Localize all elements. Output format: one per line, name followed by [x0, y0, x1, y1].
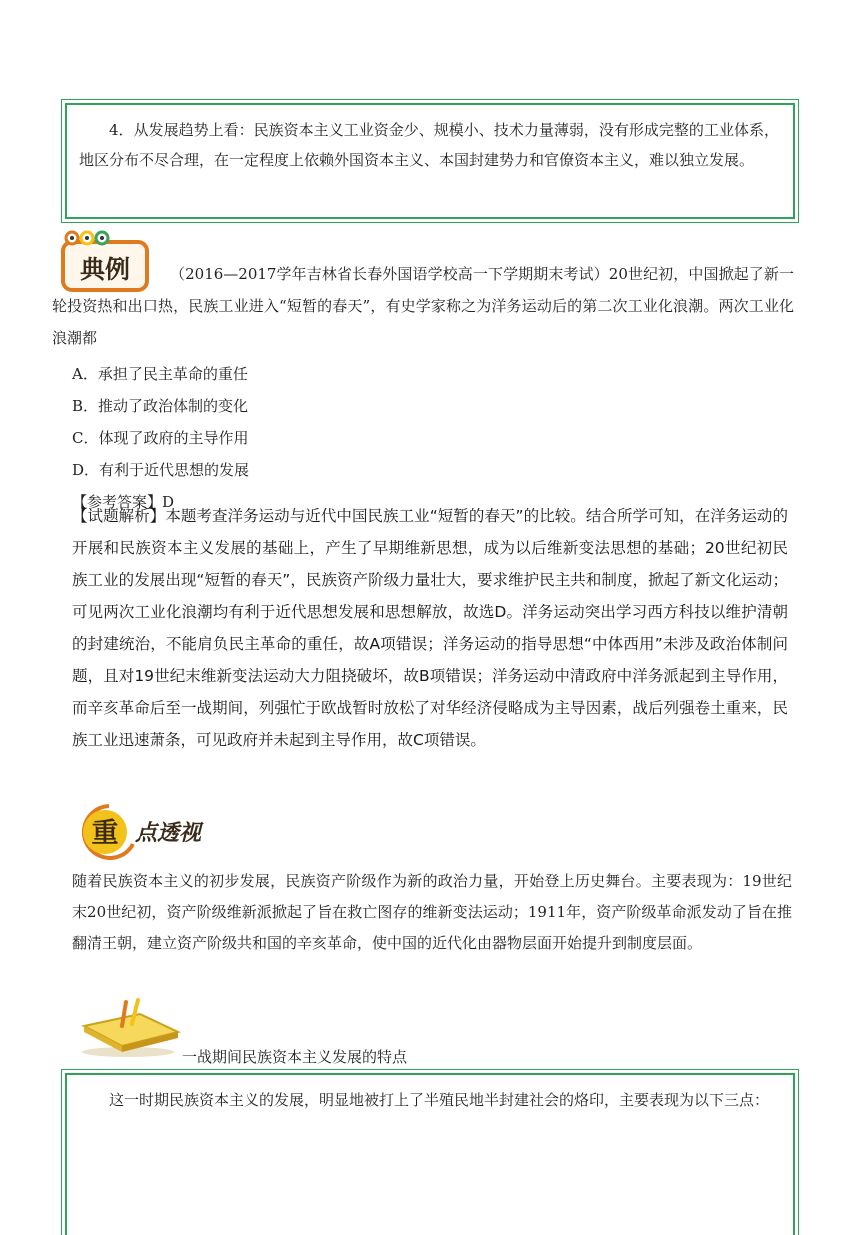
answer-options: [72, 358, 249, 518]
example-icon-label: 典例: [79, 255, 131, 284]
section-box: [65, 1073, 795, 1235]
example-question: （2016—2017学年吉林省长春外国语学校高一下学期期末考试）20世纪初，中国掀起了新一轮投资热和出口热，民族工业进入“短暂的春天”，有史学家称之为洋务运动后的第二次工业化浪潮。两次工业化浪潮都: [52, 265, 794, 347]
section-box-text: 这一时期民族资本主义的发展，明显地被打上了半殖民地半封建社会的烙印，主要表现为以下三点：: [109, 1091, 770, 1109]
keypoint-icon: [75, 802, 255, 860]
keypoint-icon-char: 重: [91, 818, 119, 849]
keypoint-text: 随着民族资本主义的初步发展，民族资产阶级作为新的政治力量，开始登上历史舞台。主要表现为：19世纪末20世纪初，资产阶级维新派掀起了旨在救亡图存的维新变法运动；1911年，资产阶级革命派发动了旨在推翻清王朝，建立资产阶级共和国的辛亥革命，使中国的近代化由器物层面开始提升到制度层面。: [72, 872, 792, 952]
question-analysis: 【试题解析】本题考查洋务运动与近代中国民族工业“短暂的春天”的比较。结合所学可知，在洋务运动的开展和民族资本主义发展的基础上，产生了早期维新思想，成为以后维新变法思想的基础；20世纪初民族工业的发展出现“短暂的春天”，民族资产阶级力量壮大，要求维护民主共和制度，掀起了新文化运动；可见两次工业化浪潮均有利于近代思想发展和思想解放，故选D。洋务运动突出学习西方科技以维护清朝的封建统治，不能肩负民主革命的重任，故A项错误；洋务运动的指导思想“中体西用”未涉及政治体制问题，且对19世纪末维新变法运动大力阻挠破坏，故B项错误；洋务运动中清政府中洋务派起到主导作用，而辛亥革命后至一战期间，列强忙于欧战暂时放松了对华经济侵略成为主导因素，战后列强卷土重来，民族工业迅速萧条，可见政府并未起到主导作用，故C项错误。: [72, 507, 788, 749]
reference-answer: 【参考答案】D: [72, 493, 175, 511]
option-d: D．有利于近代思想的发展: [72, 461, 250, 479]
keypoint-icon-label: 点透视: [135, 821, 202, 846]
characteristic-4-text: 4．从发展趋势上看：民族资本主义工业资金少、规模小、技术力量薄弱，没有形成完整的工业体系，地区分布不尽合理，在一定程度上依赖外国资本主义、本国封建势力和官僚资本主义，难以独立发展。: [79, 121, 779, 169]
option-a: A．承担了民主革命的重任: [72, 365, 248, 383]
option-c: C．体现了政府的主导作用: [72, 429, 249, 447]
option-b: B．推动了政治体制的变化: [72, 397, 249, 415]
characteristic-box: [65, 103, 795, 219]
section-title: 一战期间民族资本主义发展的特点: [182, 1048, 408, 1066]
book-icon: [78, 996, 188, 1058]
